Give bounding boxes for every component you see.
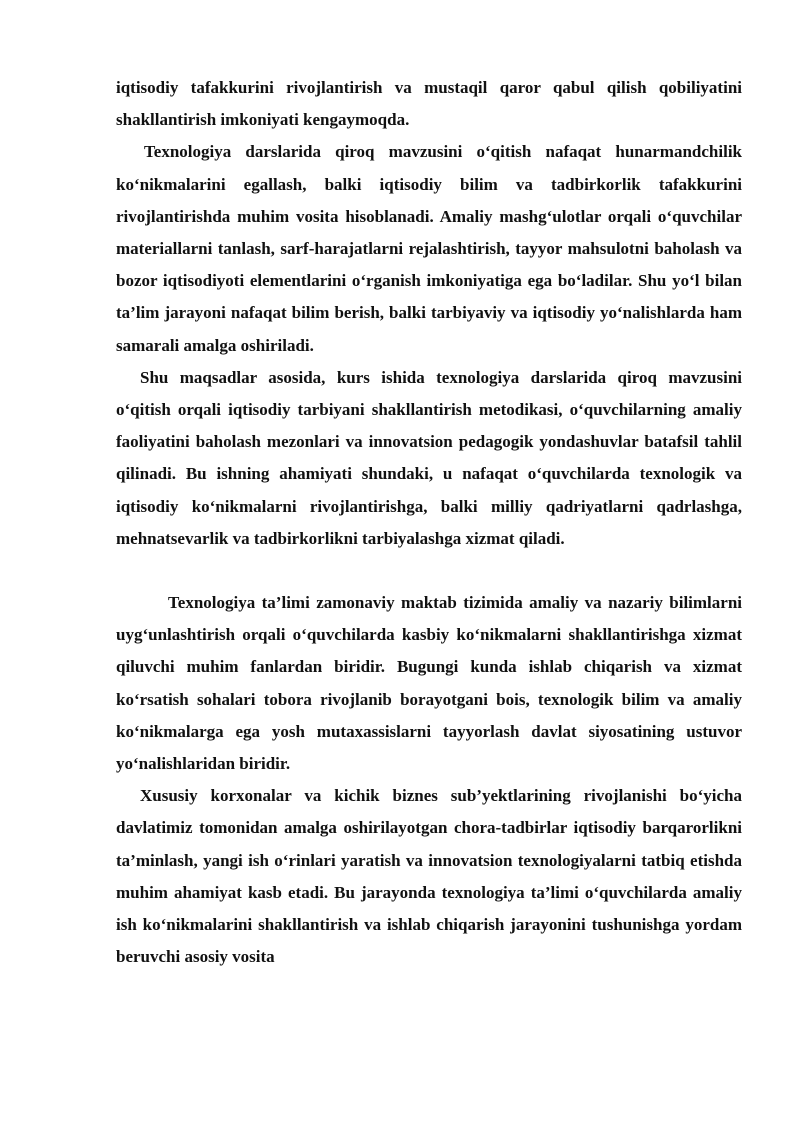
paragraph-3: Shu maqsadlar asosida, kurs ishida texnologiya darslarida qiroq mavzusini o‘qitish orqali iqtisodiy tarbiyani shakllantirish metodikasi, o‘quvchilarning amaliy faoliyatini baholash mezonlari va innovatsion pedagogik yondashuvlar batafsil tahlil qilinadi. Bu ishning ahamiyati shundaki, u nafaqat o‘quvchilarda texnologik va iqtisodiy ko‘nikmalarni rivojlantirishga, balki milliy qadriyatlarni qadrlashga, mehnatsevarlik va tadbirkorlikni tarbiyalashga xizmat qiladi. [116,367,742,548]
paragraph-2: Texnologiya darslarida qiroq mavzusini o‘qitish nafaqat hunarmandchilik ko‘nikmalarini egallash, balki iqtisodiy bilim va tadbirkorlik tafakkurini rivojlantirishda muhim vosita hisoblanadi. Amaliy mashg‘ulotlar orqali o‘quvchilar materiallarni tanlash, sarf-harajatlarni rejalashtirish, tayyor mahsulotni baholash va bozor iqtisodiyoti elementlarini o‘rganish imkoniyatiga ega bo‘ladilar. Shu yo‘l bilan ta’lim jarayoni nafaqat bilim berish, balki tarbiyaviy va iqtisodiy yo‘nalishlarda ham samarali amalga oshiriladi. [116,142,742,355]
paragraph-5: Xususiy korxonalar va kichik biznes sub’yektlarining rivojlanishi bo‘yicha davlatimiz tomonidan amalga oshirilayotgan chora-tadbirlar iqtisodiy barqarorlikni ta’minlash, yangi ish o‘rinlari yaratish va innovatsion texnologiyalarni tatbiq etishda muhim ahamiyat kasb etadi. Bu jarayonda texnologiya ta’limi o‘quvchilarda amaliy ish ko‘nikmalarini shakllantirish va ishlab chiqarish jarayonini tushunishga yordam beruvchi asosiy vosita [116,786,742,967]
document-body [116,72,742,973]
paragraph-gap [116,555,742,587]
paragraph-1: iqtisodiy tafakkurini rivojlantirish va mustaqil qaror qabul qilish qobiliyatini shakllantirish imkoniyati kengaymoqda. [116,78,742,130]
paragraph-4: Texnologiya ta’limi zamonaviy maktab tizimida amaliy va nazariy bilimlarni uyg‘unlashtirish orqali o‘quvchilarda kasbiy ko‘nikmalarni shakllantirishga xizmat qiluvchi muhim fanlardan biridir. Bugungi kunda ishlab chiqarish va xizmat ko‘rsatish sohalari tobora rivojlanib borayotgani bois, texnologik bilim va amaliy ko‘nikmalarga ega yosh mutaxassislarni tayyorlash davlat siyosatining ustuvor yo‘nalishlaridan biridir. [116,593,742,774]
